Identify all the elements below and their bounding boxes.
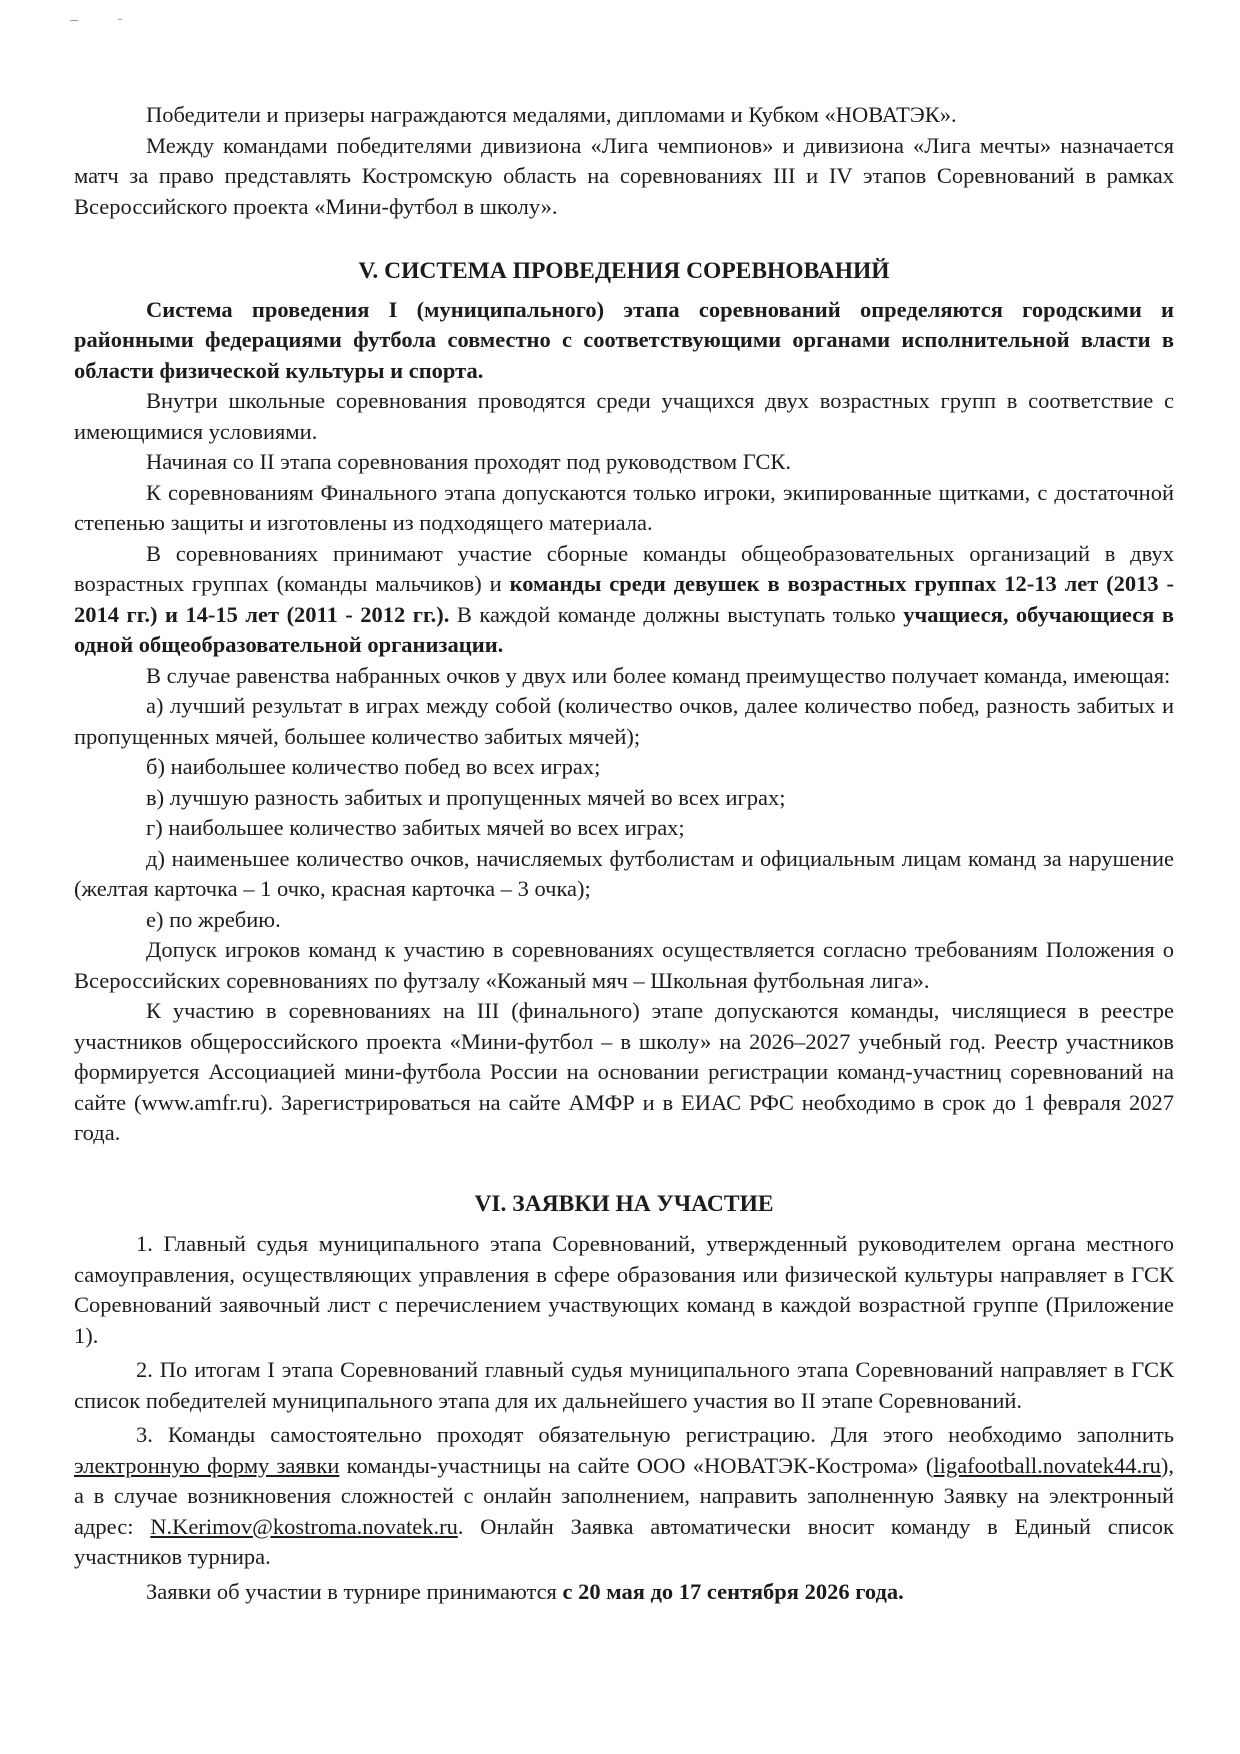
liga-site-link[interactable]: ligafootball.novatek44.ru xyxy=(933,1452,1161,1478)
application-item-1: 1. Главный судья муниципального этапа Соревнований, утвержденный руководителем органа местного самоуправления, осуществляющих управления в сфере образования или физической культуры направляет в ГСК Соревнований заявочный лист с перечислением участвующих команд в каждой возрастной группе (Приложение 1). xyxy=(74,1231,1174,1348)
tie-item: д) наименьшее количество очков, начисляемых футболистам и официальным лицам команд за нарушение (желтая карточка – 1 очко, красная карточка – 3 очка); xyxy=(74,845,1174,901)
equipment-paragraph: К соревнованиям Финального этапа допускаются только игроки, экипированные щитками, с достаточной степенью защиты и изготовлены из подходящего материала. xyxy=(74,479,1174,535)
deadline-paragraph xyxy=(74,1577,1174,1608)
gsk-paragraph: Начиная со II этапа соревнования проходят под руководством ГСК. xyxy=(146,449,792,474)
item-3-text-2: команды-участницы на сайте ООО «НОВАТЭК-Кострома» ( xyxy=(339,1452,934,1478)
system-paragraph: Система проведения I (муниципального) этапа соревнований определяются городскими и районными федерациями футбола совместно с соответствующими органами исполнительной власти в области физической культуры и спорта. xyxy=(74,296,1174,383)
tie-item: е) по жребию. xyxy=(146,906,281,932)
tie-item: г) наибольшее количество забитых мячей во всех играх; xyxy=(146,815,685,840)
tie-item: в) лучшую разность забитых и пропущенных мячей во всех играх; xyxy=(146,784,786,810)
scan-mark xyxy=(70,20,78,21)
email-link[interactable]: N.Kerimov@kostroma.novatek.ru xyxy=(150,1513,458,1539)
item-3-text-1: 3. Команды самостоятельно проходят обязательную регистрацию. Для этого необходимо заполнить xyxy=(136,1422,1174,1447)
document-page xyxy=(74,100,1174,1607)
tie-paragraph: В случае равенства набранных очков у двух или более команд преимущество получает команда, имеющая: xyxy=(146,662,1171,688)
item-3-text-3: ), а в случае возникновения сложностей с онлайн заполнением, направить заполненную Заявку на электронный адрес: xyxy=(74,1452,1174,1539)
application-item-3 xyxy=(74,1420,1174,1573)
tie-item: б) наибольшее количество побед во всех играх; xyxy=(146,754,601,779)
deadline-text: Заявки об участии в турнире принимаются xyxy=(146,1578,563,1604)
teams-text-students: учащиеся, обучающиеся в одной общеобразовательной организации. xyxy=(74,601,1174,657)
teams-text-1: В соревнованиях принимают участие сборные команды общеобразовательных организаций в двух возрастных группах (команды мальчиков) и xyxy=(74,540,1174,596)
section-5-heading: V. СИСТЕМА ПРОВЕДЕНИЯ СОРЕВНОВАНИЙ xyxy=(358,258,890,284)
teams-paragraph xyxy=(74,539,1174,661)
deadline-dates: с 20 мая до 17 сентября 2026 года. xyxy=(562,1578,904,1604)
awards-paragraph: Победители и призеры награждаются медалями, дипломами и Кубком «НОВАТЭК». xyxy=(146,102,957,127)
final-stage-paragraph: К участию в соревнованиях на III (финального) этапе допускаются команды, числящиеся в реестре участников общероссийского проекта «Мини-футбол – в школу» на 2026–2027 учебный год. Реестр участников формируется Ассоциацией мини-футбола России на основании регистрации команд-участниц соревнований на сайте (www.amfr.ru). Зарегистрироваться на сайте АМФР и в ЕИАС РФС необходимо в срок до 1 февраля 2027 года. xyxy=(74,998,1174,1145)
admission-paragraph: Допуск игроков команд к участию в соревнованиях осуществляется согласно требованиям Положения о Всероссийских соревнованиях по футзалу «Кожаный мяч – Школьная футбольная лига». xyxy=(74,937,1174,993)
school-competitions-paragraph: Внутри школьные соревнования проводятся среди учащихся двух возрастных групп в соответствие с имеющимися условиями. xyxy=(74,388,1174,444)
teams-text-girls: команды среди девушек в возрастных группах 12-13 лет (2013 - 2014 гг.) и 14-15 лет (2011 - 2012 гг.). xyxy=(74,571,1174,627)
scan-mark xyxy=(118,19,122,20)
application-item-2: 2. По итогам I этапа Соревнований главный судья муниципального этапа Соревнований направляет в ГСК список победителей муниципального этапа для их дальнейшего участия во II этапе Соревнований. xyxy=(74,1357,1174,1413)
tie-item: а) лучший результат в играх между собой (количество очков, далее количество побед, разность забитых и пропущенных мячей, большее количество забитых мячей); xyxy=(74,693,1174,749)
teams-text-2: В каждой команде должны выступать только xyxy=(449,601,904,627)
application-form-link[interactable]: электронную форму заявки xyxy=(74,1452,340,1478)
interdivision-match-paragraph: Между командами победителями дивизиона «Лига чемпионов» и дивизиона «Лига мечты» назначается матч за право представлять Костромскую область на соревнованиях III и IV этапов Соревнований в рамках Всероссийского проекта «Мини-футбол в школу». xyxy=(74,132,1174,219)
section-6-heading: VI. ЗАЯВКИ НА УЧАСТИЕ xyxy=(474,1190,774,1217)
item-3-text-4: . Онлайн Заявка автоматически вносит команду в Единый список участников турнира. xyxy=(74,1513,1174,1569)
